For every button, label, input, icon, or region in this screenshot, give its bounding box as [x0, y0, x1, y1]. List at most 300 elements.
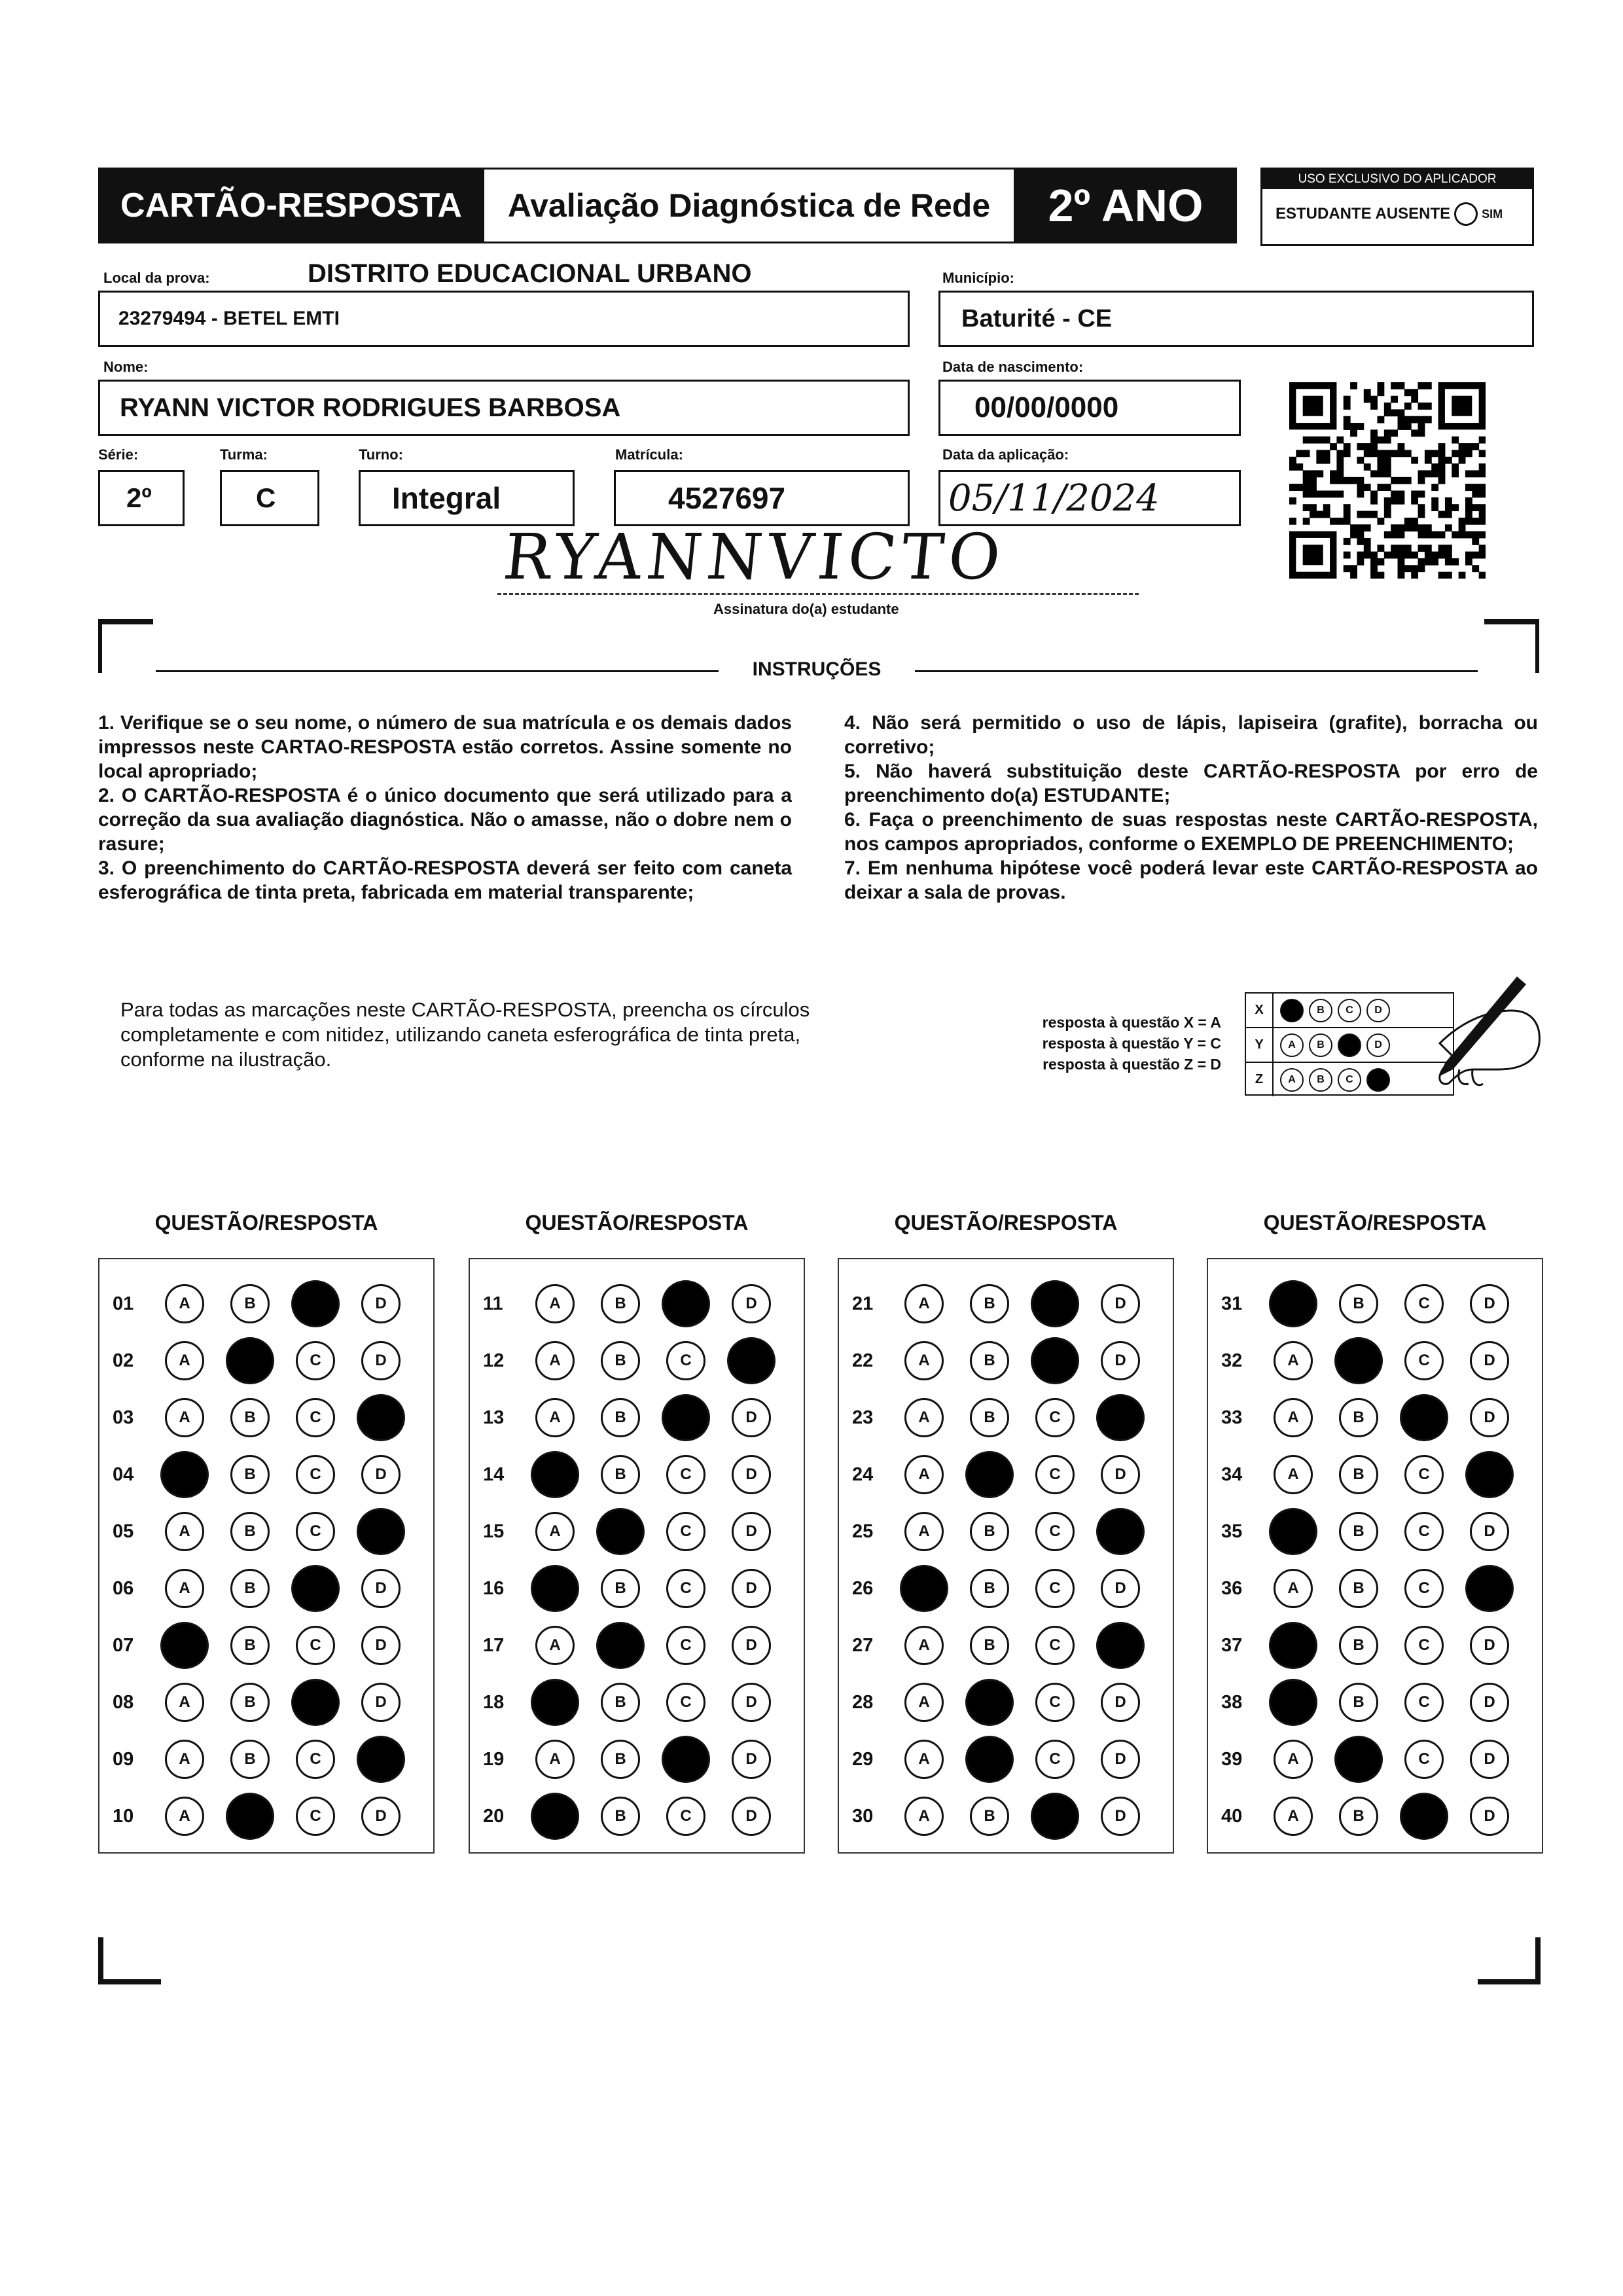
- answer-row: [470, 1797, 797, 1836]
- question-number: 15: [483, 1520, 505, 1542]
- matricula-field[interactable]: 4527697: [614, 470, 910, 526]
- question-number: 22: [852, 1350, 874, 1371]
- answer-bubble-d[interactable]: D: [1101, 1455, 1140, 1494]
- answer-bubble-a[interactable]: A: [165, 1569, 204, 1608]
- question-number: 11: [483, 1293, 503, 1314]
- example-bubble-d: D: [1366, 999, 1390, 1022]
- question-number: 05: [113, 1520, 134, 1542]
- answer-bubble-d[interactable]: [727, 1337, 776, 1384]
- corner-mark-top-right: [1484, 619, 1539, 673]
- question-number: 24: [852, 1463, 874, 1485]
- answer-row: [470, 1569, 797, 1608]
- answer-bubble-c[interactable]: [1400, 1793, 1448, 1840]
- hand-pen-illustration: [1400, 971, 1544, 1102]
- absent-label: ESTUDANTE AUSENTE: [1275, 205, 1451, 223]
- question-number: 10: [113, 1805, 134, 1827]
- aplicacao-label: Data da aplicação:: [942, 446, 1069, 463]
- answer-bubble-c[interactable]: [662, 1280, 710, 1327]
- answer-bubble-c[interactable]: [291, 1280, 340, 1327]
- example-bubble-b: B: [1309, 1068, 1332, 1092]
- answer-row: [470, 1398, 797, 1437]
- answer-bubble-d[interactable]: D: [1101, 1683, 1140, 1722]
- answer-bubble-a[interactable]: A: [1274, 1740, 1313, 1779]
- answer-row: [839, 1341, 1166, 1380]
- instruction-7: 7. Em nenhuma hipótese você poderá levar este CARTÃO-RESPOSTA ao deixar a sala de provas.: [844, 857, 1538, 903]
- answer-bubble-d[interactable]: D: [732, 1455, 771, 1494]
- example-bubble-a: A: [1280, 1068, 1304, 1092]
- answer-bubble-c[interactable]: C: [1404, 1512, 1444, 1551]
- answer-row: [470, 1455, 797, 1494]
- question-number: 09: [113, 1748, 134, 1770]
- card-title: CARTÃO-RESPOSTA: [98, 168, 484, 243]
- turma-label: Turma:: [220, 446, 268, 463]
- answer-row: [1208, 1626, 1535, 1665]
- answer-row: [99, 1398, 427, 1437]
- answer-bubble-a[interactable]: A: [165, 1398, 204, 1437]
- question-number: 12: [483, 1350, 505, 1371]
- signature-label: Assinatura do(a) estudante: [713, 601, 899, 617]
- answer-bubble-c[interactable]: C: [1035, 1455, 1075, 1494]
- answer-row: [99, 1284, 427, 1323]
- question-number: 26: [852, 1577, 874, 1599]
- answer-bubble-c[interactable]: C: [296, 1740, 335, 1779]
- answer-bubble-b[interactable]: B: [1339, 1284, 1378, 1323]
- answer-bubble-c[interactable]: C: [666, 1683, 705, 1722]
- turno-label: Turno:: [359, 446, 404, 463]
- question-number: 18: [483, 1691, 505, 1713]
- answer-bubble-b[interactable]: B: [970, 1626, 1009, 1665]
- answer-row: [470, 1512, 797, 1551]
- answer-bubble-d[interactable]: D: [1101, 1569, 1140, 1608]
- question-number: 28: [852, 1691, 874, 1713]
- answer-bubble-c[interactable]: C: [1404, 1284, 1444, 1323]
- question-number: 31: [1221, 1293, 1243, 1314]
- answer-bubble-b[interactable]: B: [1339, 1569, 1378, 1608]
- answer-bubble-b[interactable]: B: [230, 1683, 270, 1722]
- answer-bubble-a[interactable]: A: [1274, 1569, 1313, 1608]
- answer-bubble-d[interactable]: [1096, 1508, 1145, 1555]
- answer-bubble-c[interactable]: [1031, 1337, 1079, 1384]
- answer-bubble-b[interactable]: [1334, 1337, 1383, 1384]
- answer-bubble-a[interactable]: A: [904, 1455, 944, 1494]
- answer-row: [99, 1512, 427, 1551]
- answer-bubble-c[interactable]: C: [296, 1455, 335, 1494]
- answer-bubble-b[interactable]: B: [601, 1455, 640, 1494]
- answer-bubble-a[interactable]: A: [535, 1284, 575, 1323]
- answer-bubble-c[interactable]: C: [1035, 1626, 1075, 1665]
- answer-bubble-b[interactable]: B: [601, 1797, 640, 1836]
- grade-label: 2º ANO: [1014, 168, 1237, 243]
- answer-bubble-d[interactable]: D: [1470, 1740, 1509, 1779]
- answer-bubble-a[interactable]: A: [904, 1797, 944, 1836]
- answer-bubble-a[interactable]: A: [165, 1797, 204, 1836]
- answer-bubble-a[interactable]: [531, 1679, 579, 1726]
- answer-row: [99, 1341, 427, 1380]
- question-number: 14: [483, 1463, 505, 1485]
- answer-bubble-d[interactable]: D: [1470, 1683, 1509, 1722]
- answer-bubble-c[interactable]: C: [1035, 1569, 1075, 1608]
- answer-bubble-c[interactable]: [1031, 1793, 1079, 1840]
- answer-bubble-d[interactable]: [1096, 1622, 1145, 1669]
- answer-bubble-c[interactable]: C: [296, 1797, 335, 1836]
- example-row-label: X: [1246, 994, 1274, 1027]
- answer-bubble-c[interactable]: C: [666, 1455, 705, 1494]
- turma-field[interactable]: C: [220, 470, 319, 526]
- answer-row: [839, 1626, 1166, 1665]
- instruction-6: 6. Faça o preenchimento de suas respostas neste CARTÃO-RESPOSTA, nos campos apropriados, conforme o EXEMPLO DE PREENCHIMENTO;: [844, 809, 1538, 855]
- answer-bubble-b[interactable]: [965, 1451, 1014, 1498]
- example-line-y: resposta à questão Y = C: [1042, 1035, 1221, 1052]
- answer-bubble-d[interactable]: D: [361, 1626, 401, 1665]
- answer-row: [839, 1284, 1166, 1323]
- answer-bubble-d[interactable]: D: [361, 1569, 401, 1608]
- example-bubble-b: B: [1309, 999, 1332, 1022]
- instruction-2: 2. O CARTÃO-RESPOSTA é o único documento que será utilizado para a correção da sua avaliação diagnóstica. Não o amasse, não o dobre nem o rasure;: [98, 785, 792, 855]
- answer-bubble-a[interactable]: A: [165, 1683, 204, 1722]
- answer-bubble-a[interactable]: A: [1274, 1341, 1313, 1380]
- answer-bubble-b[interactable]: B: [230, 1626, 270, 1665]
- local-label: Local da prova:: [103, 270, 210, 286]
- answer-bubble-a[interactable]: [1269, 1622, 1317, 1669]
- answer-bubble-d[interactable]: D: [1470, 1512, 1509, 1551]
- serie-label: Série:: [98, 446, 139, 463]
- answer-bubble-c[interactable]: C: [1035, 1512, 1075, 1551]
- answer-bubble-a[interactable]: A: [1274, 1398, 1313, 1437]
- answer-row: [839, 1683, 1166, 1722]
- answer-row: [1208, 1683, 1535, 1722]
- answer-bubble-d[interactable]: D: [732, 1740, 771, 1779]
- answer-bubble-a[interactable]: A: [535, 1512, 575, 1551]
- answer-row: [1208, 1797, 1535, 1836]
- example-bubble-a: [1280, 999, 1304, 1022]
- answer-bubble-c[interactable]: C: [1404, 1341, 1444, 1380]
- answer-bubble-b[interactable]: B: [230, 1284, 270, 1323]
- question-number: 08: [113, 1691, 134, 1713]
- question-number: 27: [852, 1634, 874, 1656]
- nascimento-label: Data de nascimento:: [942, 359, 1084, 375]
- applicator-box: [1260, 168, 1534, 246]
- answer-row: [1208, 1284, 1535, 1323]
- answer-bubble-d[interactable]: D: [1101, 1797, 1140, 1836]
- question-number: 36: [1221, 1577, 1243, 1599]
- answer-bubble-d[interactable]: D: [1101, 1341, 1140, 1380]
- answer-bubble-d[interactable]: D: [1101, 1284, 1140, 1323]
- answer-bubble-d[interactable]: [357, 1736, 405, 1783]
- answer-bubble-b[interactable]: B: [1339, 1683, 1378, 1722]
- answer-row: [1208, 1512, 1535, 1551]
- answer-bubble-a[interactable]: A: [165, 1284, 204, 1323]
- answer-bubble-d[interactable]: D: [1470, 1626, 1509, 1665]
- answer-row: [839, 1512, 1166, 1551]
- example-bubble-d: [1366, 1068, 1390, 1092]
- answer-bubble-d[interactable]: D: [1470, 1398, 1509, 1437]
- qr-code-graphic: [1289, 382, 1486, 579]
- answer-bubble-a[interactable]: A: [535, 1398, 575, 1437]
- question-number: 21: [852, 1293, 874, 1314]
- answer-bubble-b[interactable]: B: [970, 1341, 1009, 1380]
- answer-bubble-c[interactable]: [291, 1565, 340, 1612]
- exam-title: Avaliação Diagnóstica de Rede: [482, 168, 1016, 243]
- example-line-z: resposta à questão Z = D: [1043, 1056, 1221, 1073]
- answer-bubble-d[interactable]: [357, 1394, 405, 1441]
- question-number: 39: [1221, 1748, 1243, 1770]
- question-number: 23: [852, 1407, 874, 1428]
- question-number: 16: [483, 1577, 505, 1599]
- answer-bubble-c[interactable]: C: [1404, 1455, 1444, 1494]
- answer-bubble-c[interactable]: C: [1035, 1683, 1075, 1722]
- answer-bubble-d[interactable]: D: [732, 1512, 771, 1551]
- answer-row: [99, 1569, 427, 1608]
- question-number: 17: [483, 1634, 505, 1656]
- answer-row: [839, 1398, 1166, 1437]
- answer-bubble-c[interactable]: C: [1035, 1398, 1075, 1437]
- answer-bubble-a[interactable]: [531, 1451, 579, 1498]
- answer-bubble-a[interactable]: A: [904, 1512, 944, 1551]
- answer-bubble-b[interactable]: B: [970, 1797, 1009, 1836]
- answer-row: [470, 1683, 797, 1722]
- answer-bubble-d[interactable]: D: [361, 1341, 401, 1380]
- answer-bubble-b[interactable]: [226, 1793, 274, 1840]
- column-title: QUESTÃO/RESPOSTA: [894, 1211, 1118, 1234]
- answer-column-box: [98, 1258, 435, 1854]
- answer-bubble-c[interactable]: C: [296, 1398, 335, 1437]
- matricula-label: Matrícula:: [615, 446, 683, 463]
- answer-bubble-a[interactable]: [531, 1793, 579, 1840]
- instruction-4: 4. Não será permitido o uso de lápis, lapiseira (grafite), borracha ou corretivo;: [844, 712, 1538, 758]
- answer-bubble-c[interactable]: C: [296, 1512, 335, 1551]
- answer-bubble-b[interactable]: [226, 1337, 274, 1384]
- serie-field[interactable]: 2º: [98, 470, 185, 526]
- answer-bubble-c[interactable]: C: [1404, 1569, 1444, 1608]
- answer-bubble-b[interactable]: B: [601, 1341, 640, 1380]
- answer-bubble-b[interactable]: [1334, 1736, 1383, 1783]
- turno-field[interactable]: Integral: [359, 470, 575, 526]
- question-number: 07: [113, 1634, 134, 1656]
- answer-bubble-d[interactable]: D: [732, 1569, 771, 1608]
- answer-row: [99, 1455, 427, 1494]
- answer-bubble-d[interactable]: D: [1470, 1341, 1509, 1380]
- answer-bubble-a[interactable]: A: [535, 1626, 575, 1665]
- answer-bubble-a[interactable]: [160, 1451, 209, 1498]
- answer-bubble-d[interactable]: [1465, 1451, 1514, 1498]
- school-field[interactable]: 23279494 - BETEL EMTI: [98, 291, 910, 347]
- answer-bubble-d[interactable]: D: [732, 1284, 771, 1323]
- answer-bubble-b[interactable]: B: [970, 1398, 1009, 1437]
- answer-bubble-b[interactable]: B: [601, 1398, 640, 1437]
- answer-row: [839, 1569, 1166, 1608]
- answer-bubble-a[interactable]: A: [904, 1740, 944, 1779]
- answer-bubble-b[interactable]: [965, 1679, 1014, 1726]
- example-row-label: Z: [1246, 1063, 1274, 1096]
- answer-row: [470, 1284, 797, 1323]
- answer-row: [839, 1797, 1166, 1836]
- answer-bubble-a[interactable]: A: [165, 1512, 204, 1551]
- answer-bubble-b[interactable]: B: [601, 1569, 640, 1608]
- answer-column-box: [838, 1258, 1174, 1854]
- answer-bubble-d[interactable]: D: [732, 1626, 771, 1665]
- answer-bubble-a[interactable]: A: [904, 1626, 944, 1665]
- answer-bubble-c[interactable]: C: [296, 1341, 335, 1380]
- answer-row: [839, 1455, 1166, 1494]
- aplicacao-field[interactable]: 05/11/2024: [938, 470, 1241, 526]
- instructions-divider-left: [156, 670, 719, 672]
- answer-bubble-d[interactable]: D: [1101, 1740, 1140, 1779]
- answer-bubble-c[interactable]: [1031, 1280, 1079, 1327]
- corner-mark-bottom-left: [98, 1937, 161, 1984]
- signature-line: [497, 593, 1139, 595]
- absent-yes-label: SIM: [1482, 207, 1503, 221]
- nascimento-field[interactable]: 00/00/0000: [938, 380, 1241, 436]
- answer-bubble-a[interactable]: A: [904, 1284, 944, 1323]
- question-number: 06: [113, 1577, 134, 1599]
- answer-bubble-a[interactable]: [1269, 1679, 1317, 1726]
- answer-bubble-a[interactable]: [531, 1565, 579, 1612]
- answer-bubble-a[interactable]: A: [165, 1740, 204, 1779]
- question-number: 33: [1221, 1407, 1243, 1428]
- answer-bubble-b[interactable]: B: [230, 1455, 270, 1494]
- answer-bubble-a[interactable]: [1269, 1508, 1317, 1555]
- question-number: 13: [483, 1407, 505, 1428]
- answer-bubble-a[interactable]: A: [1274, 1455, 1313, 1494]
- answer-bubble-d[interactable]: D: [361, 1683, 401, 1722]
- answer-bubble-a[interactable]: [900, 1565, 948, 1612]
- answer-bubble-b[interactable]: B: [230, 1740, 270, 1779]
- question-number: 32: [1221, 1350, 1243, 1371]
- answer-bubble-b[interactable]: B: [1339, 1398, 1378, 1437]
- local-value: DISTRITO EDUCACIONAL URBANO: [308, 259, 752, 288]
- answer-bubble-c[interactable]: C: [666, 1512, 705, 1551]
- answer-bubble-c[interactable]: C: [666, 1569, 705, 1608]
- applicator-title: USO EXCLUSIVO DO APLICADOR: [1262, 170, 1532, 189]
- answer-bubble-c[interactable]: [662, 1736, 710, 1783]
- answer-bubble-b[interactable]: [596, 1508, 645, 1555]
- instructions-left: [98, 711, 792, 905]
- answer-row: [99, 1740, 427, 1779]
- example-bubble-c: [1338, 1033, 1361, 1057]
- answer-bubble-a[interactable]: A: [904, 1683, 944, 1722]
- municipio-field[interactable]: Baturité - CE: [938, 291, 1534, 347]
- answer-bubble-a[interactable]: A: [535, 1740, 575, 1779]
- answer-row: [1208, 1455, 1535, 1494]
- qr-code: [1289, 382, 1486, 579]
- answer-bubble-a[interactable]: A: [1274, 1797, 1313, 1836]
- answer-bubble-b[interactable]: B: [230, 1398, 270, 1437]
- answer-bubble-a[interactable]: A: [904, 1398, 944, 1437]
- answer-bubble-c[interactable]: [1400, 1394, 1448, 1441]
- example-row-label: Y: [1246, 1028, 1274, 1062]
- answer-row: [99, 1683, 427, 1722]
- question-number: 25: [852, 1520, 874, 1542]
- answer-bubble-c[interactable]: C: [666, 1797, 705, 1836]
- answer-bubble-a[interactable]: A: [904, 1341, 944, 1380]
- example-legend: [1005, 1012, 1221, 1075]
- answer-bubble-c[interactable]: C: [1404, 1626, 1444, 1665]
- answer-bubble-b[interactable]: [965, 1736, 1014, 1783]
- answer-bubble-c[interactable]: C: [666, 1626, 705, 1665]
- answer-bubble-b[interactable]: B: [970, 1569, 1009, 1608]
- column-title: QUESTÃO/RESPOSTA: [525, 1211, 749, 1234]
- answer-column-box: [1207, 1258, 1543, 1854]
- answer-row: [1208, 1341, 1535, 1380]
- answer-bubble-d[interactable]: D: [361, 1284, 401, 1323]
- example-bubble-b: B: [1309, 1033, 1332, 1057]
- answer-bubble-b[interactable]: B: [601, 1683, 640, 1722]
- answer-bubble-b[interactable]: B: [601, 1740, 640, 1779]
- answer-bubble-d[interactable]: [1096, 1394, 1145, 1441]
- question-number: 40: [1221, 1805, 1243, 1827]
- question-number: 04: [113, 1463, 134, 1485]
- answer-bubble-b[interactable]: B: [970, 1284, 1009, 1323]
- answer-bubble-c[interactable]: C: [1404, 1740, 1444, 1779]
- corner-mark-bottom-right: [1478, 1937, 1541, 1984]
- answer-row: [839, 1740, 1166, 1779]
- answer-bubble-b[interactable]: B: [601, 1284, 640, 1323]
- answer-bubble-b[interactable]: B: [1339, 1626, 1378, 1665]
- answer-bubble-b[interactable]: B: [230, 1569, 270, 1608]
- answer-bubble-b[interactable]: B: [1339, 1797, 1378, 1836]
- answer-row: [99, 1626, 427, 1665]
- question-number: 34: [1221, 1463, 1243, 1485]
- answer-bubble-b[interactable]: B: [1339, 1512, 1378, 1551]
- answer-bubble-a[interactable]: [160, 1622, 209, 1669]
- answer-bubble-b[interactable]: [596, 1622, 645, 1669]
- answer-bubble-d[interactable]: D: [732, 1797, 771, 1836]
- instruction-1: 1. Verifique se o seu nome, o número de sua matrícula e os demais dados impressos neste CARTAO-RESPOSTA estão corretos. Assine somente no local apropriado;: [98, 712, 792, 782]
- nome-label: Nome:: [103, 359, 149, 375]
- answer-bubble-b[interactable]: B: [230, 1512, 270, 1551]
- answer-bubble-a[interactable]: A: [535, 1341, 575, 1380]
- question-number: 19: [483, 1748, 505, 1770]
- answer-bubble-c[interactable]: [291, 1679, 340, 1726]
- answer-bubble-d[interactable]: [357, 1508, 405, 1555]
- answer-row: [99, 1797, 427, 1836]
- example-bubble-c: C: [1338, 999, 1361, 1022]
- question-number: 30: [852, 1805, 874, 1827]
- absent-checkbox[interactable]: [1454, 202, 1478, 226]
- answer-bubble-d[interactable]: D: [1470, 1284, 1509, 1323]
- answer-bubble-a[interactable]: [1269, 1280, 1317, 1327]
- answer-bubble-d[interactable]: D: [732, 1683, 771, 1722]
- answer-bubble-c[interactable]: C: [296, 1626, 335, 1665]
- example-bubble-d: D: [1366, 1033, 1390, 1057]
- answer-row: [470, 1626, 797, 1665]
- example-bubble-c: C: [1338, 1068, 1361, 1092]
- question-number: 02: [113, 1350, 134, 1371]
- answer-bubble-c[interactable]: C: [1404, 1683, 1444, 1722]
- instructions-title: INSTRUÇÕES: [752, 658, 882, 680]
- answer-bubble-c[interactable]: C: [1035, 1740, 1075, 1779]
- answer-column-box: [469, 1258, 805, 1854]
- answer-bubble-b[interactable]: B: [970, 1512, 1009, 1551]
- question-number: 20: [483, 1805, 505, 1827]
- answer-bubble-d[interactable]: D: [361, 1797, 401, 1836]
- municipio-label: Município:: [942, 270, 1014, 286]
- answer-bubble-b[interactable]: B: [1339, 1455, 1378, 1494]
- answer-bubble-c[interactable]: C: [666, 1341, 705, 1380]
- question-number: 03: [113, 1407, 134, 1428]
- answer-bubble-d[interactable]: [1465, 1565, 1514, 1612]
- question-number: 38: [1221, 1691, 1243, 1713]
- answer-bubble-a[interactable]: A: [165, 1341, 204, 1380]
- answer-bubble-c[interactable]: [662, 1394, 710, 1441]
- column-title: QUESTÃO/RESPOSTA: [1263, 1211, 1487, 1234]
- nome-field[interactable]: RYANN VICTOR RODRIGUES BARBOSA: [98, 380, 910, 436]
- answer-bubble-d[interactable]: D: [1470, 1797, 1509, 1836]
- question-number: 29: [852, 1748, 874, 1770]
- answer-bubble-d[interactable]: D: [361, 1455, 401, 1494]
- answer-bubble-d[interactable]: D: [732, 1398, 771, 1437]
- answer-row: [470, 1740, 797, 1779]
